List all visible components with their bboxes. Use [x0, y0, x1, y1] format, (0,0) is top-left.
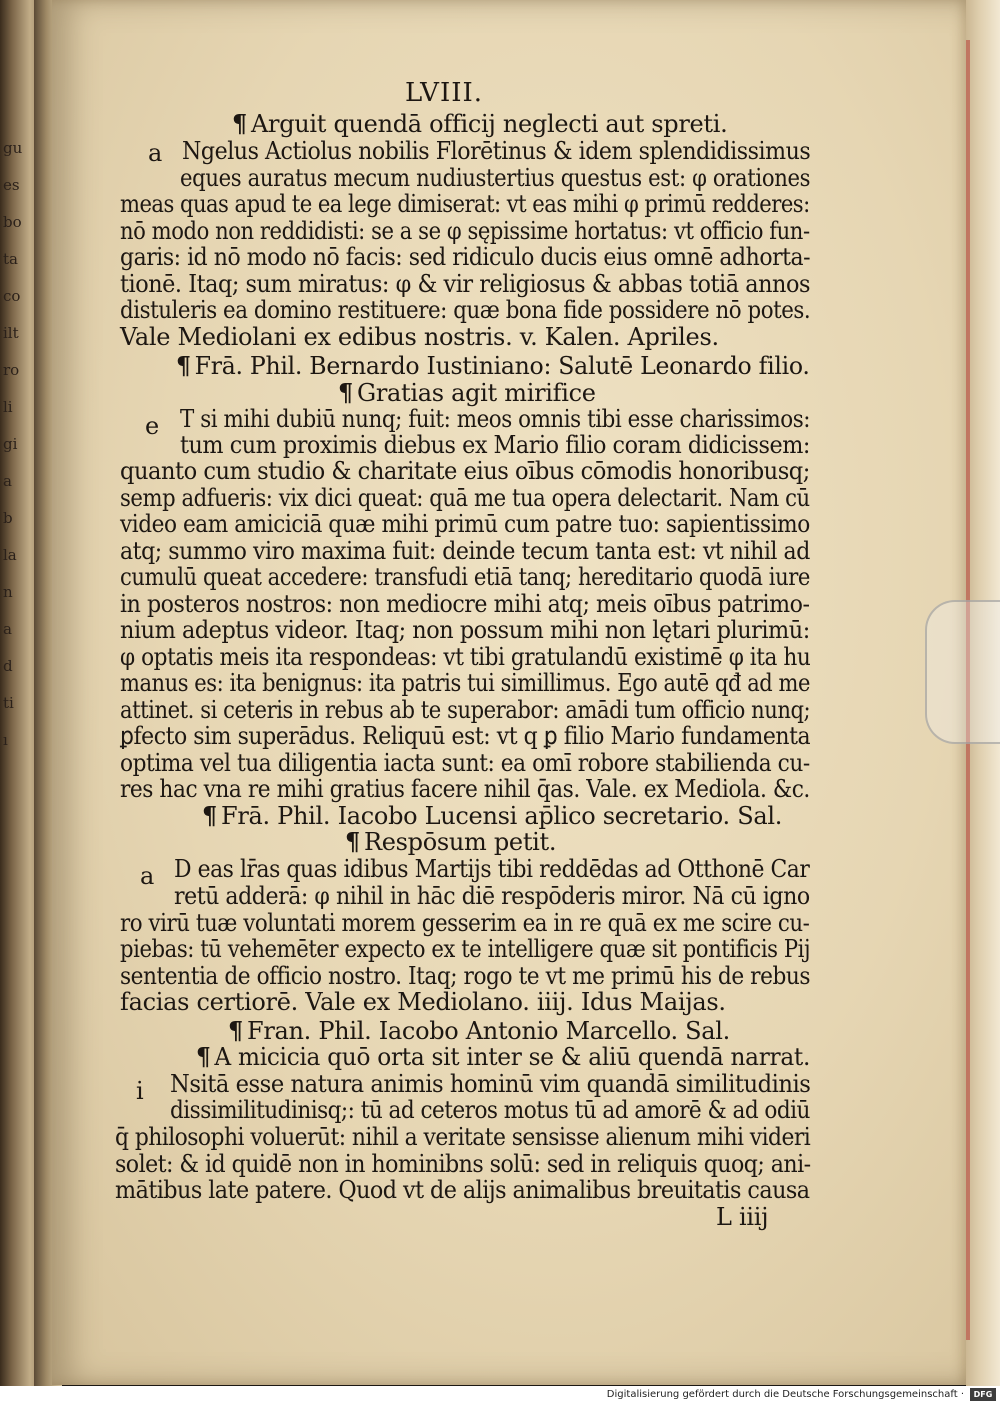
letter-2-line: semp adfueris: vix dici queat: quā me tua opera delectarit. Nam cū — [120, 484, 810, 512]
letter-2-address: ¶ Frā. Phil. Bernardo Iustiniano: Salutē Leonardo filio. — [176, 351, 810, 380]
letter-2-line: res hac vna re mihi gratius facere nihil q̄as. Vale. ex Mediola. &c. — [120, 775, 810, 803]
facing-page-fragment: ilt — [3, 324, 19, 342]
facing-page-fragment: gu — [3, 139, 23, 157]
facing-page-fragment: co — [3, 287, 21, 305]
facing-page-fragment: ı — [3, 731, 8, 749]
facing-page-fragment: b — [3, 509, 13, 527]
letter-4-heading: ¶ A micicia quō orta sit inter se & aliū quendā narrat. — [196, 1042, 811, 1071]
letter-2-line: tum cum proximis diebus ex Mario filio coram didicissem: — [180, 431, 810, 459]
facing-page-fragment: a — [3, 472, 12, 490]
letter-1-line: garis: id nō modo nō facis: sed ridiculo ducis eius omnē adhorta- — [120, 243, 811, 271]
signature-mark: L iiij — [716, 1203, 769, 1231]
pilcrow-icon: ¶ — [345, 827, 360, 856]
letter-2-line: in posteros nostros: non mediocre mihi atq; meis oībus patrimo- — [120, 590, 810, 618]
pilcrow-icon: ¶ — [196, 1042, 211, 1071]
facing-page-fragment: d — [3, 657, 13, 675]
facing-page-fragment: ti — [3, 694, 14, 712]
pilcrow-icon: ¶ — [176, 351, 191, 380]
letter-3-heading: ¶ Respōsum petit. — [345, 827, 557, 856]
facing-page-fragment: ta — [3, 250, 18, 268]
letter-1-line: Vale Mediolani ex edibus nostris. v. Kalen. Apriles. — [120, 323, 719, 351]
letter-1-line: Ngelus Actiolus nobilis Florētinus & idem splendidissimus — [182, 137, 811, 165]
letter-2-line: optima vel tua diligentia iacta sunt: ea omī robore stabilienda cu- — [120, 749, 810, 777]
letter-3-line: D eas lr̄as quas idibus Martijs tibi reddēdas ad Otthonē Car — [174, 855, 810, 883]
letter-3-line: piebas: tū vehemēter expecto ex te intelligere quæ sit pontificis Pij — [120, 935, 811, 963]
letter-2-line: quanto cum studio & charitate eius oībus cōmodis honoribusq; — [120, 457, 810, 485]
letter-3-line: sententia de officio nostro. Itaq; rogo te vt me primū his de rebus — [120, 962, 811, 990]
facing-page-fragment: ro — [3, 361, 20, 379]
dfg-logo: DFG — [970, 1388, 996, 1401]
letter-4-line: mātibus late patere. Quod vt de alijs animalibus breuitatis causa — [115, 1176, 810, 1204]
digitization-credit: Digitalisierung gefördert durch die Deutsche Forschungsgemeinschaft · — [606, 1389, 964, 1400]
letter-3-line: ro virū tuæ voluntati morem gesserim ea in re quā ex me scire cu- — [120, 909, 810, 937]
letter-2-line: attinet. si ceteris in rebus ab te superabor: amādi tum officio nunq; — [120, 696, 811, 724]
letter-1-line: tionē. Itaq; sum miratus: φ & vir religiosus & abbas totiā annos — [120, 270, 810, 298]
letter-1-line: distuleris ea domino restituere: quæ bona fide possidere nō potes. — [120, 296, 811, 324]
letter-2-line: cumulū queat accedere: transfudi etiā tanq; hereditario quodā iure — [120, 563, 810, 591]
facing-page-fragment: li — [3, 398, 13, 416]
facing-page-fragment: a — [3, 620, 12, 638]
letter-4-initial: i — [136, 1077, 144, 1105]
letter-4-line: dissimilitudinisq;: tū ad ceteros motus tū ad amorē & ad odiū — [170, 1096, 810, 1124]
pilcrow-icon: ¶ — [232, 109, 247, 138]
page-clip — [925, 600, 1000, 744]
letter-2-line: video eam amiciciā quæ mihi primū cum patre tuo: sapientissimo — [120, 510, 810, 538]
letter-1-initial: a — [148, 139, 163, 167]
letter-2-line: nium adeptus videor. Itaq; non possum mihi non lętari plurimū: — [120, 616, 810, 644]
letter-2-line: manus es: ita benignus: ita patris tui simillimus. Ego autē qđ ad me — [120, 669, 810, 697]
letter-4-line: solet: & id quidē non in hominibns solū: sed in reliquis quoq; ani- — [115, 1150, 811, 1178]
letter-2-line: T si mihi dubiū nunq; fuit: meos omnis tibi esse charissimos: — [180, 405, 811, 433]
letter-2-line: atq; summo viro maxima fuit: deinde tecum tanta est: vt nihil ad — [120, 537, 810, 565]
facing-page-fragment: bo — [3, 213, 22, 231]
letter-2-heading: ¶ Gratias agit mirifice — [338, 378, 596, 407]
letter-1-line: nō modo non reddidisti: se a se φ sępissime hortatus: vt officio fun- — [120, 217, 810, 245]
letter-4-line: Nsitā esse natura animis hominū vim quandā similitudinis — [170, 1070, 811, 1098]
letter-1-line: meas quas apud te ea lege dimiserat: vt eas mihi φ primū redderes: — [120, 190, 810, 218]
pilcrow-icon: ¶ — [202, 801, 217, 830]
letter-3-initial: a — [140, 862, 155, 890]
letter-2-initial: e — [145, 412, 160, 440]
letter-3-line: facias certiorē. Vale ex Mediolano. iiij. Idus Maijas. — [120, 988, 726, 1016]
facing-page-fragments — [3, 130, 33, 759]
facing-page-fragment: es — [3, 176, 20, 194]
letter-2-line: φ optatis meis ita respondeas: vt tibi gratulandū existimē φ ita hu — [120, 643, 811, 671]
pilcrow-icon: ¶ — [228, 1016, 243, 1045]
letter-3-address: ¶ Frā. Phil. Iacobo Lucensi ap̄lico secretario. Sal. — [202, 801, 783, 830]
letter-1-line: eques auratus mecum nudiustertius questus est: φ orationes — [180, 164, 811, 192]
letter-4-line: q̄ philosophi voluerūt: nihil a veritate sensisse alienum mihi videri — [115, 1123, 811, 1151]
letter-4-address: ¶ Fran. Phil. Iacobo Antonio Marcello. Sal. — [228, 1016, 730, 1045]
pilcrow-icon: ¶ — [338, 378, 353, 407]
facing-page-fragment: la — [3, 546, 17, 564]
folio-number: LVIII. — [405, 78, 484, 108]
facing-page-fragment: n — [3, 583, 13, 601]
facing-page-fragment: gi — [3, 435, 18, 453]
letter-2-line: ꝑfecto sim superādus. Reliquū est: vt q ꝑ filio Mario fundamenta — [120, 722, 811, 750]
letter-3-line: retū adderā: φ nihil in hāc diē respōderis miror. Nā cū igno — [174, 882, 810, 910]
letter-1-heading: ¶ Arguit quendā officij neglecti aut spreti. — [232, 109, 728, 138]
